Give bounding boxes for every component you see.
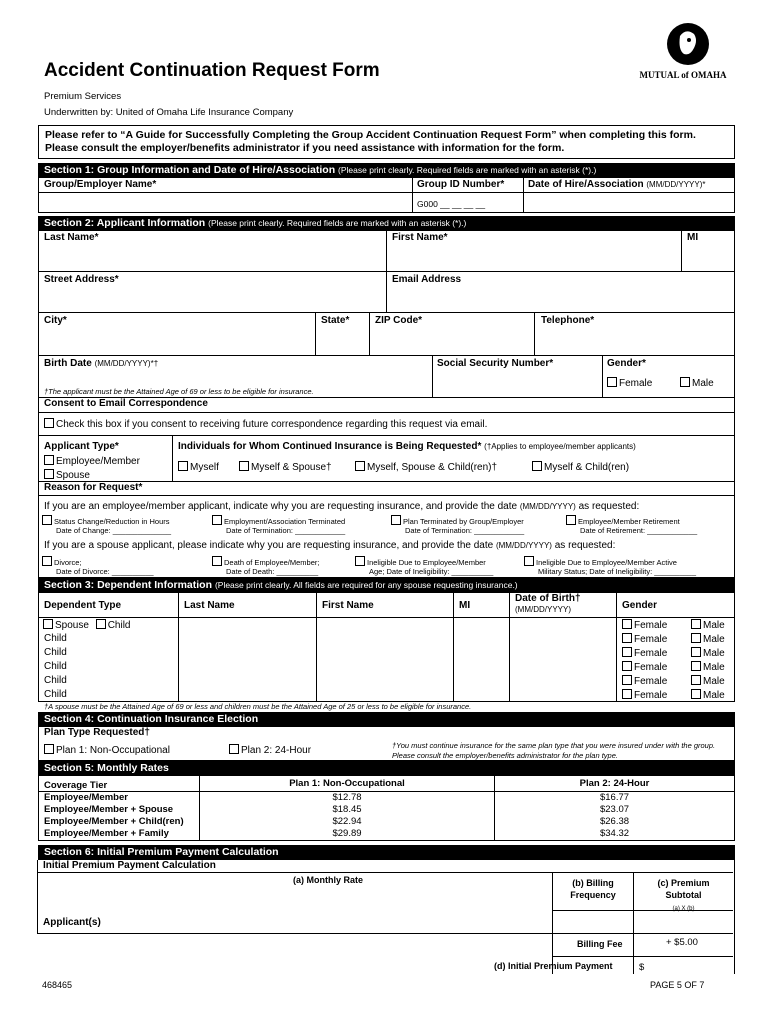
section-2-title: Section 2: Applicant Information: [44, 217, 206, 229]
section-3-grid: [38, 592, 735, 702]
dependent-age-note: †A spouse must be the Attained Age of 69 or less and children must be the Attained Age of 25 or less to be eligible for insurance.: [44, 702, 472, 711]
consent-option[interactable]: [44, 418, 487, 430]
dep-male-text: Male: [703, 662, 725, 673]
divider: [39, 412, 734, 413]
divider: [172, 436, 173, 481]
reason-retirement[interactable]: [566, 515, 697, 535]
applicant-type-block: [38, 435, 735, 482]
gender-label: Gender*: [607, 358, 646, 369]
spouse-reason-divorce[interactable]: [42, 556, 154, 576]
plan-terminated-date: Date of Termination: ____________: [405, 526, 525, 535]
dep-female-checkbox[interactable]: [622, 689, 632, 699]
rate-row-plan-2: $23.07: [599, 804, 630, 815]
birth-date-text: Birth Date: [44, 358, 92, 369]
dep-type-header: Dependent Type: [44, 600, 122, 611]
billing-frequency-line-2: Frequency: [570, 890, 616, 900]
section-6-title: Section 6: Initial Premium Payment Calculation: [44, 846, 279, 858]
section-2-note: (Please print clearly. Required fields are marked with an asterisk (*).): [208, 218, 467, 228]
plan-2-header: Plan 2: 24-Hour: [579, 778, 650, 789]
employment-terminated-text: Employment/Association Terminated: [224, 517, 346, 526]
divider: [432, 355, 433, 398]
dep-female-checkbox[interactable]: [622, 633, 632, 643]
rate-row-tier: Employee/Member: [44, 792, 128, 803]
dep-row-0-male[interactable]: [691, 619, 725, 631]
dep-first-name-header: First Name: [322, 600, 374, 611]
dep-dob-header: [515, 593, 581, 615]
lion-icon: [628, 22, 738, 70]
dep-female-text: Female: [634, 676, 668, 687]
employee-text: Employee/Member: [56, 456, 140, 467]
reason-employment-terminated[interactable]: [212, 515, 345, 535]
rate-row-tier: Employee/Member + Spouse: [44, 804, 174, 815]
plan-2-text: Plan 2: 24-Hour: [241, 745, 312, 756]
status-change-date: Date of Change: ______________: [56, 526, 172, 535]
reason-block: [38, 481, 735, 578]
dep-male-text: Male: [703, 676, 725, 687]
myself-children-text: Myself & Child(ren): [544, 462, 630, 473]
dep-spouse-text: Spouse: [55, 620, 89, 631]
applicants-monthly-rate-field[interactable]: [38, 910, 552, 933]
billing-frequency-line-1: (b) Billing: [572, 878, 614, 888]
rate-row-plan-2: $34.32: [599, 828, 630, 839]
opt-myself-spouse[interactable]: [239, 461, 332, 473]
dep-row-0-type[interactable]: [43, 619, 131, 631]
mi-label: MI: [687, 232, 699, 243]
coverage-tier-header: Coverage Tier: [44, 780, 108, 791]
divider: [39, 355, 734, 356]
dep-male-text: Male: [703, 690, 725, 701]
male-text: Male: [692, 378, 714, 389]
dep-last-name-header: Last Name: [184, 600, 235, 611]
consent-title: Consent to Email Correspondence: [44, 398, 208, 409]
section-2-grid: [38, 230, 735, 398]
ineligible-age-checkbox[interactable]: [355, 556, 365, 566]
billing-frequency-header: [553, 877, 633, 901]
billing-fee-label: Billing Fee: [577, 939, 623, 949]
divider: [386, 231, 387, 271]
reason-plan-terminated[interactable]: [391, 515, 524, 535]
rate-row-plan-2: $16.77: [599, 792, 630, 803]
reason-title: Reason for Request*: [44, 482, 143, 493]
plan-terminated-text: Plan Terminated by Group/Employer: [403, 517, 524, 526]
individuals-label: [178, 441, 636, 452]
myself-children-checkbox[interactable]: [532, 461, 542, 471]
rate-row-plan-1: $18.45: [332, 804, 362, 815]
section-3-header: [38, 578, 735, 592]
plan-type-note: †You must continue insurance for the same plan type that you were insured under with the group. Please consult the employer/benefits administrator for the plan type.: [392, 741, 716, 760]
employee-reason-text: [44, 501, 639, 512]
form-number: 468465: [42, 980, 73, 990]
divider: [602, 355, 603, 398]
dep-child-checkbox[interactable]: [96, 619, 106, 629]
applicant-type-spouse[interactable]: [44, 469, 90, 481]
instructions-notice: Please refer to “A Guide for Successfully Completing the Group Accident Continuation Request Form” when completing this form. Please consult the employer/benefits administrator if you need assistance with information for the form.: [38, 125, 735, 159]
logo-text: MUTUAL of OMAHA: [639, 70, 727, 80]
dep-mi-header: MI: [459, 600, 471, 611]
status-change-text: Status Change/Reduction in Hours: [54, 517, 170, 526]
opt-myself[interactable]: [178, 461, 219, 473]
section-6-header: [38, 845, 735, 859]
monthly-rate-header: (a) Monthly Rate: [292, 875, 363, 885]
reason-status-change[interactable]: [42, 515, 171, 535]
death-date: Date of Death: __________: [226, 567, 319, 576]
divider: [386, 271, 387, 312]
table-row: Child: [44, 661, 67, 672]
divider: [616, 593, 617, 701]
death-text: Death of Employee/Member;: [224, 558, 320, 567]
spouse-reason-death[interactable]: [212, 556, 319, 576]
section-5-grid: [38, 775, 735, 841]
male-checkbox[interactable]: [680, 377, 690, 387]
subtitle-underwriter: Underwritten by: United of Omaha Life Insurance Company: [44, 107, 294, 118]
dep-row-2-female[interactable]: [622, 647, 667, 659]
date-hire-field[interactable]: [524, 193, 734, 212]
dep-gender-header: Gender: [622, 600, 658, 611]
company-logo: [628, 22, 738, 84]
plan-1-option[interactable]: [44, 744, 170, 756]
applicants-premium-subtotal-field[interactable]: [634, 910, 733, 933]
section-1-note: (Please print clearly. Required fields are marked with an asterisk (*).): [338, 165, 597, 175]
dep-row-4-female[interactable]: [622, 675, 667, 687]
rate-row-plan-1: $22.94: [332, 816, 362, 827]
dep-female-text: Female: [634, 648, 668, 659]
section-1-title: Section 1: Group Information and Date of Hire/Association: [44, 164, 336, 176]
section-1-grid: [38, 177, 735, 213]
female-checkbox[interactable]: [607, 377, 617, 387]
plan-1-header: Plan 1: Non-Occupational: [289, 778, 405, 789]
employee-reason-format: (MM/DD/YYYY): [519, 502, 576, 511]
dep-row-4-male[interactable]: [691, 675, 725, 687]
table-row: Child: [44, 647, 67, 658]
divider: [316, 593, 317, 701]
dep-female-checkbox[interactable]: [622, 675, 632, 685]
military-text: Ineligible Due to Employee/Member Active: [536, 558, 677, 567]
group-name-label: Group/Employer Name*: [44, 179, 157, 190]
ineligible-age-text: Ineligible Due to Employee/Member: [367, 558, 486, 567]
last-name-label: Last Name*: [44, 232, 99, 243]
retirement-checkbox[interactable]: [566, 515, 576, 525]
rate-row-tier: Employee/Member + Family: [44, 828, 169, 839]
section-3-note: (Please print clearly. All fields are required for any spouse requesting insurance.): [214, 580, 518, 590]
section-6-grid: [38, 859, 735, 974]
divider: [39, 312, 734, 313]
retirement-date: Date of Retirement: ____________: [580, 526, 698, 535]
female-text: Female: [619, 378, 653, 389]
spouse-text: Spouse: [56, 470, 90, 481]
section-2-header: [38, 216, 735, 230]
opt-myself-spouse-children[interactable]: [355, 461, 497, 473]
plan-terminated-checkbox[interactable]: [391, 515, 401, 525]
initial-payment-field[interactable]: $: [639, 962, 645, 973]
divider: [681, 231, 682, 271]
first-name-label: First Name*: [392, 232, 448, 243]
premium-subtotal-line-1: (c) Premium: [657, 878, 710, 888]
dep-male-checkbox[interactable]: [691, 689, 701, 699]
date-hire-format: (MM/DD/YYYY)*: [646, 180, 706, 189]
dep-row-5-female[interactable]: [622, 689, 667, 701]
dep-row-0-female[interactable]: [622, 619, 667, 631]
myself-spouse-text: Myself & Spouse†: [251, 462, 332, 473]
zip-label: ZIP Code*: [375, 315, 423, 326]
divider: [39, 617, 734, 618]
dep-female-text: Female: [634, 690, 668, 701]
divider: [39, 495, 734, 496]
rate-row-tier: Employee/Member + Child(ren): [44, 816, 184, 827]
dep-dob-text: Date of Birth†: [515, 593, 581, 604]
table-row: Child: [44, 675, 67, 686]
age-note: †The applicant must be the Attained Age of 69 or less to be eligible for insurance.: [44, 387, 314, 396]
divider: [552, 933, 733, 934]
dep-male-text: Male: [703, 648, 725, 659]
dep-male-checkbox[interactable]: [691, 619, 701, 629]
opt-myself-children[interactable]: [532, 461, 629, 473]
spouse-reason-format: (MM/DD/YYYY): [495, 541, 552, 550]
individuals-note: (†Applies to employee/member applicants): [484, 442, 636, 451]
birth-date-format: (MM/DD/YYYY)*†: [94, 359, 159, 368]
section-3-title: Section 3: Dependent Information: [44, 579, 213, 591]
city-label: City*: [44, 315, 67, 326]
retirement-text: Employee/Member Retirement: [578, 517, 680, 526]
plan-2-option[interactable]: [229, 744, 311, 756]
dep-female-checkbox[interactable]: [622, 661, 632, 671]
table-row: Child: [44, 689, 67, 700]
page-number: PAGE 5 OF 7: [650, 980, 705, 990]
individuals-text: Individuals for Whom Continued Insurance is Being Requested*: [178, 441, 482, 452]
employee-reason-b: as requested:: [578, 501, 640, 512]
dep-spouse-checkbox[interactable]: [43, 619, 53, 629]
state-label: State*: [321, 315, 350, 326]
table-row: Child: [44, 633, 67, 644]
rate-row-plan-2: $26.38: [599, 816, 630, 827]
applicant-type-label: Applicant Type*: [44, 441, 119, 452]
status-change-checkbox[interactable]: [42, 515, 52, 525]
employee-checkbox[interactable]: [44, 455, 54, 465]
applicants-billing-frequency-field[interactable]: [553, 910, 633, 933]
billing-fee-value: + $5.00: [666, 937, 698, 948]
ssn-label: Social Security Number*: [437, 358, 554, 369]
employment-terminated-date: Date of Termination: ____________: [226, 526, 346, 535]
group-id-label: Group ID Number*: [417, 179, 505, 190]
dep-male-text: Male: [703, 634, 725, 645]
divider: [369, 312, 370, 355]
spouse-checkbox[interactable]: [44, 469, 54, 479]
dep-female-text: Female: [634, 620, 668, 631]
dep-male-checkbox[interactable]: [691, 675, 701, 685]
myself-checkbox[interactable]: [178, 461, 188, 471]
divorce-date: Date of Divorce: __________: [56, 567, 154, 576]
dep-male-checkbox[interactable]: [691, 661, 701, 671]
ineligible-age-date: Age; Date of Ineligibility: __________: [369, 567, 494, 576]
rate-row-plan-1: $12.78: [332, 792, 362, 803]
dep-male-text: Male: [703, 620, 725, 631]
dep-row-1-male[interactable]: [691, 633, 725, 645]
dep-row-3-male[interactable]: [691, 661, 725, 673]
dep-male-checkbox[interactable]: [691, 647, 701, 657]
spouse-reason-text: [44, 540, 615, 551]
section-4-grid: [38, 726, 735, 761]
divider: [178, 593, 179, 701]
myself-spouse-children-checkbox[interactable]: [355, 461, 365, 471]
dep-female-text: Female: [634, 662, 668, 673]
section-1-header: [38, 163, 735, 177]
page-title: Accident Continuation Request Form: [44, 60, 380, 81]
phone-label: Telephone*: [541, 315, 595, 326]
divider: [315, 312, 316, 355]
dep-row-3-female[interactable]: [622, 661, 667, 673]
consent-checkbox[interactable]: [44, 418, 54, 428]
rate-row-plan-1: $29.89: [332, 828, 362, 839]
subtitle-premium-services: Premium Services: [44, 91, 122, 102]
divider: [509, 593, 510, 701]
divorce-checkbox[interactable]: [42, 556, 52, 566]
dep-female-checkbox[interactable]: [622, 619, 632, 629]
spouse-reason-ineligible-age[interactable]: [355, 556, 493, 576]
spouse-reason-military[interactable]: [524, 556, 696, 576]
dep-row-1-female[interactable]: [622, 633, 667, 645]
applicant-type-employee[interactable]: [44, 455, 140, 467]
dep-row-2-male[interactable]: [691, 647, 725, 659]
plan-1-checkbox[interactable]: [44, 744, 54, 754]
plan-type-label: Plan Type Requested†: [44, 727, 150, 738]
divider: [412, 178, 413, 212]
divorce-text: Divorce;: [54, 558, 82, 567]
group-name-field[interactable]: [39, 193, 411, 212]
employment-terminated-checkbox[interactable]: [212, 515, 222, 525]
divider: [38, 872, 733, 873]
military-date: Military Status; Date of Ineligibility: __________: [538, 567, 697, 576]
initial-payment-label: (d) Initial Premium Payment: [494, 961, 613, 971]
military-checkbox[interactable]: [524, 556, 534, 566]
consent-block: [38, 397, 735, 436]
plan-1-text: Plan 1: Non-Occupational: [56, 745, 170, 756]
dep-female-text: Female: [634, 634, 668, 645]
section-4-header: [38, 712, 735, 726]
divider: [534, 312, 535, 355]
dep-female-checkbox[interactable]: [622, 647, 632, 657]
birth-date-label: [44, 358, 158, 369]
gender-female-option[interactable]: [607, 377, 652, 389]
street-label: Street Address*: [44, 274, 119, 285]
applicants-label: Applicant(s): [43, 917, 101, 928]
employee-reason-a: If you are an employee/member applicant, indicate why you are requesting insurance, and provide the date: [44, 501, 518, 512]
plan-2-checkbox[interactable]: [229, 744, 239, 754]
dep-dob-format: (MM/DD/YYYY): [515, 605, 571, 614]
consent-text: Check this box if you consent to receiving future correspondence regarding this request via email.: [56, 419, 488, 430]
date-hire-text: Date of Hire/Association: [528, 179, 644, 190]
myself-text: Myself: [190, 462, 219, 473]
divider: [453, 593, 454, 701]
premium-subtotal-line-2: Subtotal: [665, 890, 702, 900]
section-5-title: Section 5: Monthly Rates: [44, 762, 169, 774]
myself-spouse-checkbox[interactable]: [239, 461, 249, 471]
date-hire-label: [528, 179, 706, 190]
gender-male-option[interactable]: [680, 377, 714, 389]
section-5-header: [38, 761, 735, 775]
group-id-field[interactable]: G000 __ __ __ __: [417, 199, 486, 209]
dep-male-checkbox[interactable]: [691, 633, 701, 643]
dep-child-text: Child: [107, 620, 131, 631]
death-checkbox[interactable]: [212, 556, 222, 566]
premium-subtotal-formula: (a) X (b): [672, 906, 695, 912]
divider: [38, 933, 552, 934]
myself-spouse-children-text: Myself, Spouse & Child(ren)†: [367, 462, 498, 473]
divider: [552, 956, 733, 957]
dep-row-5-male[interactable]: [691, 689, 725, 701]
email-label: Email Address: [392, 274, 462, 285]
section-4-title: Section 4: Continuation Insurance Election: [44, 713, 259, 725]
spouse-reason-a: If you are a spouse applicant, please indicate why you are requesting insurance, and provide the date: [44, 540, 494, 551]
spouse-reason-b: as requested:: [554, 540, 616, 551]
section-6-subtitle: Initial Premium Payment Calculation: [43, 860, 216, 871]
